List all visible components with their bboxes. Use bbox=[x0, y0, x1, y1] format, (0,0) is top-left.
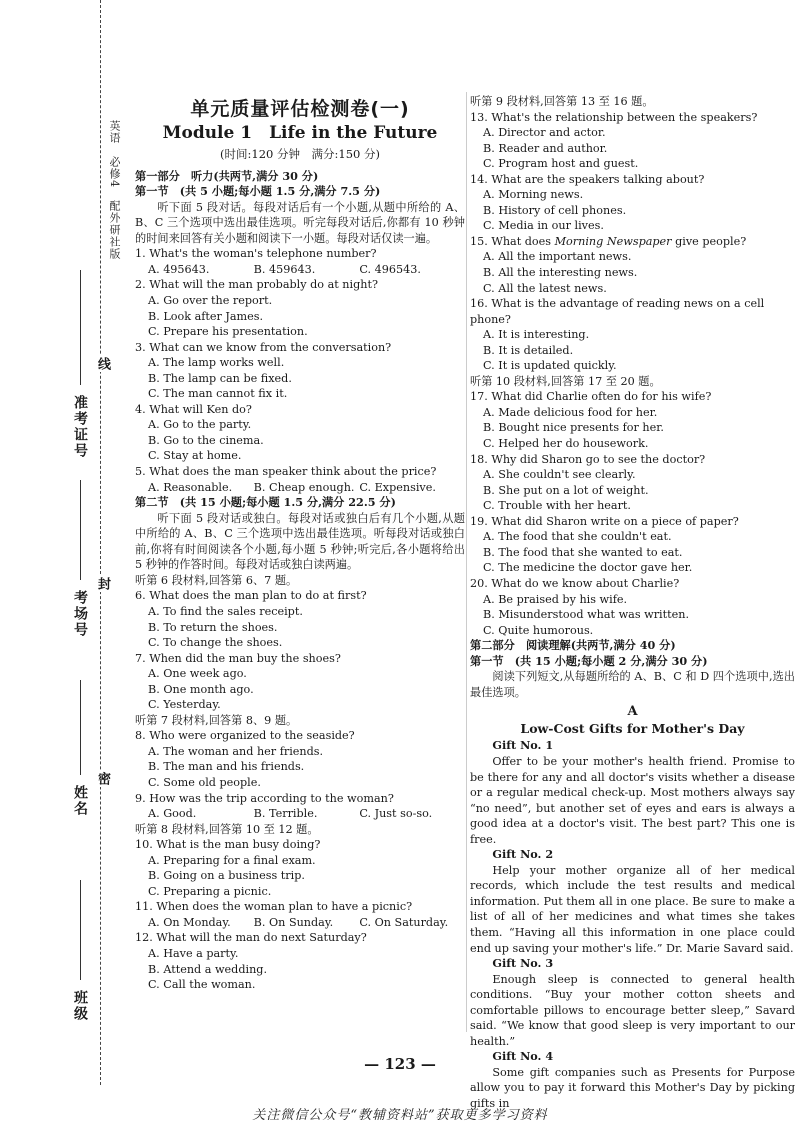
left-column bbox=[135, 92, 465, 993]
option-a: A. Go to the party. bbox=[148, 418, 252, 432]
fold-mark: 封 bbox=[95, 577, 110, 590]
question-stem: 9. How was the trip according to the woman? bbox=[135, 791, 394, 805]
part1-sec2-heading: 第二节 (共 15 小题;每小题 1.5 分,满分 22.5 分) bbox=[135, 495, 396, 510]
option-c: C. Media in our lives. bbox=[483, 219, 604, 233]
option-c: C. 496543. bbox=[359, 262, 421, 276]
time-info: (时间:120 分钟 满分:150 分) bbox=[220, 147, 380, 162]
publisher-label: 英语 必修4 配外研社版 bbox=[108, 120, 121, 260]
passage-letter: A bbox=[627, 704, 638, 720]
footer-note: 关注微信公众号“教辅资料站”获取更多学习资料 bbox=[252, 1108, 548, 1123]
option-b: B. Bought nice presents for her. bbox=[483, 421, 664, 435]
option-a: A. Morning news. bbox=[483, 188, 584, 202]
newspaper-name: Morning Newspaper bbox=[554, 234, 672, 248]
question-stem: 1. What's the woman's telephone number? bbox=[135, 247, 377, 261]
question-stem: 2. What will the man probably do at night? bbox=[135, 278, 378, 292]
option-c: C. It is updated quickly. bbox=[483, 359, 617, 373]
module-title: Module 1 Life in the Future bbox=[162, 122, 438, 143]
option-c: C. Some old people. bbox=[148, 775, 261, 789]
exam-title: 单元质量评估检测卷(一) bbox=[190, 98, 410, 120]
option-c: C. Trouble with her heart. bbox=[483, 499, 631, 513]
part1-sec1-heading: 第一节 (共 5 小题;每小题 1.5 分,满分 7.5 分) bbox=[135, 184, 381, 199]
seal-mark: 密 bbox=[95, 772, 110, 785]
option-c: C. Just so-so. bbox=[359, 807, 433, 821]
gift-3-heading: Gift No. 3 bbox=[492, 956, 554, 971]
option-a: A. Go over the report. bbox=[148, 294, 273, 308]
option-c: C. Prepare his presentation. bbox=[148, 325, 308, 339]
question-stem: 7. When did the man buy the shoes? bbox=[135, 651, 341, 665]
question-8 bbox=[135, 728, 465, 790]
question-19 bbox=[470, 514, 795, 576]
part2-sec1-heading: 第一节 (共 15 小题;每小题 2 分,满分 30 分) bbox=[470, 653, 708, 668]
option-c: C. Expensive. bbox=[359, 480, 436, 494]
option-b: B. The food that she wanted to eat. bbox=[483, 545, 683, 559]
part1-sec1-instructions: 听下面 5 段对话。每段对话后有一个小题,从题中所给的 A、B、C 三个选项中选出最佳选项。听完每段对话后,你都有 10 秒钟的时间来回答有关小题和阅读下一小题。每段对话仅读一遍。 bbox=[135, 200, 465, 245]
cut-line bbox=[100, 0, 101, 1085]
question-stem: 13. What's the relationship between the speakers? bbox=[470, 110, 758, 124]
option-a: A. Be praised by his wife. bbox=[483, 592, 628, 606]
option-b: B. To return the shoes. bbox=[148, 620, 278, 634]
option-b: B. Go to the cinema. bbox=[148, 433, 264, 447]
option-c: C. To change the shoes. bbox=[148, 636, 283, 650]
question-stem: 18. Why did Sharon go to see the doctor? bbox=[470, 452, 706, 466]
question-1 bbox=[135, 246, 465, 277]
question-stem: 6. What does the man plan to do at first? bbox=[135, 589, 367, 603]
material-8: 听第 8 段材料,回答第 10 至 12 题。 bbox=[135, 822, 319, 836]
option-a: A. Have a party. bbox=[148, 946, 239, 960]
question-3 bbox=[135, 340, 465, 402]
option-b: B. The lamp can be fixed. bbox=[148, 371, 292, 385]
option-b: B. 459643. bbox=[253, 262, 316, 276]
option-b: B. Cheap enough. bbox=[253, 480, 355, 494]
option-a: A. Good. bbox=[148, 807, 197, 821]
option-c: C. On Saturday. bbox=[359, 915, 449, 929]
part2-instructions: 阅读下列短文,从每题所给的 A、B、C 和 D 四个选项中,选出最佳选项。 bbox=[470, 670, 795, 699]
name-label: 姓名 bbox=[72, 785, 88, 817]
option-b: B. On Sunday. bbox=[253, 915, 334, 929]
option-b: B. Terrible. bbox=[253, 807, 318, 821]
question-stem: 10. What is the man busy doing? bbox=[135, 838, 321, 852]
question-stem: 15. What does Morning Newspaper give people? bbox=[470, 234, 747, 248]
option-c: C. Yesterday. bbox=[148, 698, 221, 712]
option-b: B. The man and his friends. bbox=[148, 760, 305, 774]
gift-2-text: Help your mother organize all of her medical records, which include the test results and medical information. Put them all in one place. Be sure to make a list of all of her medicines and what times she takes them. “Having all this information in one place could end up saving your mother's life.” Dr. Marie Savard said. bbox=[470, 863, 795, 955]
part2-heading: 第二部分 阅读理解(共两节,满分 40 分) bbox=[470, 638, 676, 653]
question-6 bbox=[135, 588, 465, 650]
name-blank bbox=[80, 680, 81, 775]
option-c: C. Call the woman. bbox=[148, 978, 256, 992]
question-9 bbox=[135, 791, 465, 822]
passage-title: Low-Cost Gifts for Mother's Day bbox=[520, 720, 745, 736]
option-b: B. Look after James. bbox=[148, 309, 264, 323]
room-blank bbox=[80, 480, 81, 580]
question-14 bbox=[470, 172, 795, 234]
question-10 bbox=[135, 837, 465, 899]
question-11 bbox=[135, 899, 465, 930]
right-column bbox=[470, 94, 795, 1112]
option-c: C. Stay at home. bbox=[148, 449, 242, 463]
material-9: 听第 9 段材料,回答第 13 至 16 题。 bbox=[470, 95, 654, 108]
question-20 bbox=[470, 576, 795, 638]
column-divider bbox=[466, 92, 467, 1032]
option-b: B. It is detailed. bbox=[483, 343, 574, 357]
option-b: B. Attend a wedding. bbox=[148, 962, 267, 976]
option-b: B. Misunderstood what was written. bbox=[483, 608, 689, 622]
question-5 bbox=[135, 464, 465, 495]
option-a: A. It is interesting. bbox=[483, 328, 590, 342]
option-a: A. Director and actor. bbox=[483, 126, 606, 140]
option-a: A. Reasonable. bbox=[148, 480, 233, 494]
option-a: A. On Monday. bbox=[148, 915, 231, 929]
question-stem: 16. What is the advantage of reading news on a cell phone? bbox=[470, 297, 765, 326]
part1-sec2-instructions: 听下面 5 段对话或独白。每段对话或独白后有几个小题,从题中所给的 A、B、C 三个选项中选出最佳选项。听每段对话或独白前,你将有时间阅读各个小题,每小题 5 秒钟;听完后,各小题将给出 5 秒钟的作答时间。每段对话或独白读两遍。 bbox=[135, 511, 465, 572]
gift-1-heading: Gift No. 1 bbox=[492, 738, 554, 753]
binding-margin bbox=[0, 0, 121, 1085]
question-stem: 4. What will Ken do? bbox=[135, 402, 252, 416]
question-18 bbox=[470, 452, 795, 514]
option-b: B. One month ago. bbox=[148, 682, 254, 696]
question-2 bbox=[135, 277, 465, 339]
question-stem: 8. Who were organized to the seaside? bbox=[135, 729, 355, 743]
option-c: C. Program host and guest. bbox=[483, 157, 639, 171]
question-stem: 12. What will the man do next Saturday? bbox=[135, 931, 367, 945]
option-a: A. Preparing for a final exam. bbox=[148, 853, 316, 867]
question-stem: 17. What did Charlie often do for his wife? bbox=[470, 390, 712, 404]
class-blank bbox=[80, 880, 81, 980]
id-label: 准考证号 bbox=[72, 395, 88, 459]
option-a: A. To find the sales receipt. bbox=[148, 604, 303, 618]
question-17 bbox=[470, 389, 795, 451]
question-16 bbox=[470, 296, 795, 374]
page-number: — 123 — bbox=[364, 1055, 436, 1073]
question-stem: 5. What does the man speaker think about the price? bbox=[135, 465, 437, 479]
option-a: A. Made delicious food for her. bbox=[483, 405, 658, 419]
material-7: 听第 7 段材料,回答第 8、9 题。 bbox=[135, 713, 298, 727]
option-a: A. The woman and her friends. bbox=[148, 744, 324, 758]
question-4 bbox=[135, 402, 465, 464]
question-stem: 3. What can we know from the conversation? bbox=[135, 340, 392, 354]
gift-2-heading: Gift No. 2 bbox=[492, 847, 554, 862]
option-c: C. Helped her do housework. bbox=[483, 437, 649, 451]
option-c: C. The medicine the doctor gave her. bbox=[483, 561, 693, 575]
question-13 bbox=[470, 110, 795, 172]
question-stem: 14. What are the speakers talking about? bbox=[470, 172, 705, 186]
question-stem: 20. What do we know about Charlie? bbox=[470, 576, 680, 590]
question-15 bbox=[470, 234, 795, 296]
gift-1-text: Offer to be your mother's health friend. Promise to be there for any and all doctor's visits whether a disease or a regular medical check-up. Most mothers always say “no need”, but another set of eyes and ears is always a good idea at a doctor's visit. The best part? This one is free. bbox=[470, 754, 795, 846]
option-a: A. She couldn't see clearly. bbox=[483, 468, 636, 482]
question-12 bbox=[135, 930, 465, 992]
option-a: A. One week ago. bbox=[148, 667, 247, 681]
option-b: B. Going on a business trip. bbox=[148, 869, 305, 883]
part1-heading: 第一部分 听力(共两节,满分 30 分) bbox=[135, 168, 319, 183]
option-c: C. Preparing a picnic. bbox=[148, 884, 272, 898]
question-stem: 19. What did Sharon write on a piece of paper? bbox=[470, 514, 739, 528]
option-b: B. All the interesting news. bbox=[483, 266, 638, 280]
class-label: 班级 bbox=[72, 990, 88, 1022]
material-10: 听第 10 段材料,回答第 17 至 20 题。 bbox=[470, 374, 661, 388]
option-c: C. All the latest news. bbox=[483, 281, 607, 295]
option-b: B. History of cell phones. bbox=[483, 203, 627, 217]
option-a: A. The food that she couldn't eat. bbox=[483, 530, 672, 544]
option-a: A. The lamp works well. bbox=[148, 356, 285, 370]
line-mark: 线 bbox=[95, 357, 110, 370]
gift-4-text: Some gift companies such as Presents for Purpose allow you to pay it forward this Mother's Day by picking gifts in bbox=[470, 1065, 795, 1110]
option-a: A. 495643. bbox=[148, 262, 210, 276]
option-b: B. Reader and author. bbox=[483, 141, 608, 155]
gift-4-heading: Gift No. 4 bbox=[492, 1049, 554, 1064]
option-a: A. All the important news. bbox=[483, 250, 632, 264]
option-b: B. She put on a lot of weight. bbox=[483, 483, 649, 497]
question-stem: 11. When does the woman plan to have a picnic? bbox=[135, 900, 413, 914]
option-c: C. Quite humorous. bbox=[483, 623, 594, 637]
material-6: 听第 6 段材料,回答第 6、7 题。 bbox=[135, 573, 298, 587]
room-label: 考场号 bbox=[72, 590, 88, 638]
question-7 bbox=[135, 651, 465, 713]
id-blank bbox=[80, 270, 81, 385]
option-c: C. The man cannot fix it. bbox=[148, 387, 288, 401]
gift-3-text: Enough sleep is connected to general health conditions. “Buy your mother cotton sheets and comfortable pillows to encourage better sleep,” Savard said. “We know that good sleep is very important to our health.” bbox=[470, 972, 795, 1048]
